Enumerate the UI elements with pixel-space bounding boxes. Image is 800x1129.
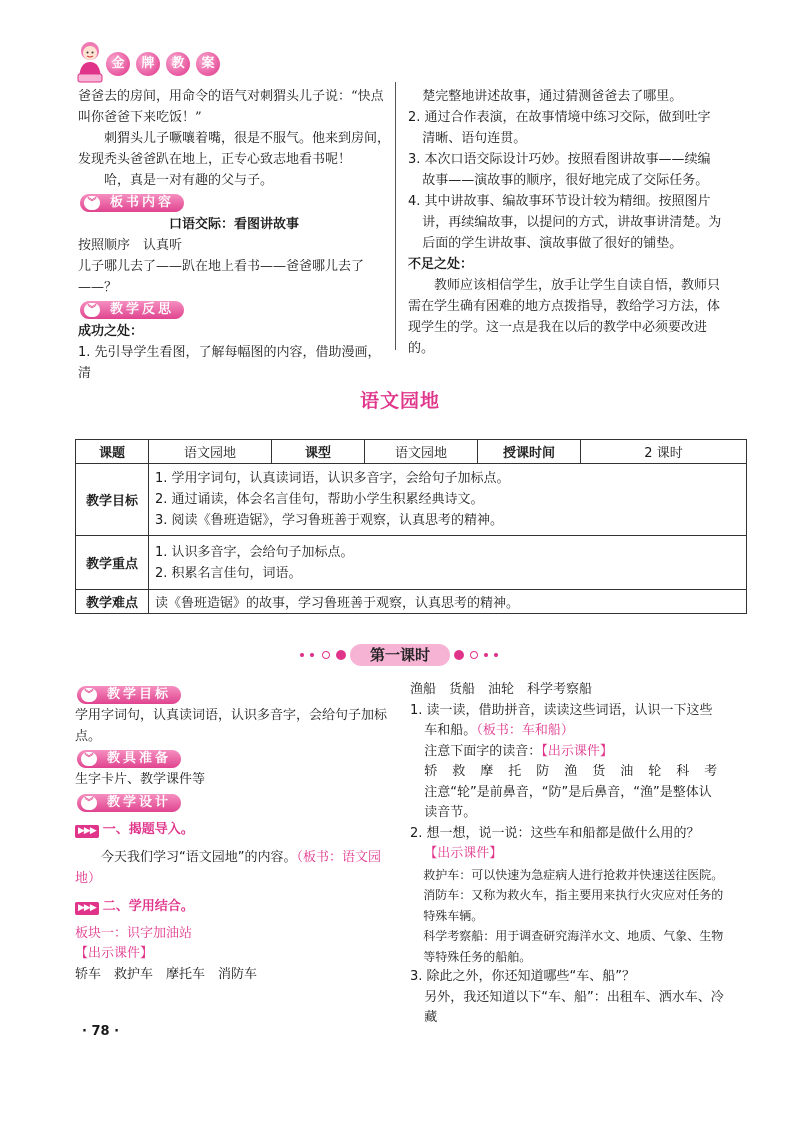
table-header-cell: 授课时间 — [478, 440, 581, 464]
header-logo — [72, 40, 272, 86]
pronunciation-note: 注意“轮”是前鼻音，“防”是后鼻音，“渔”是整体认读音节。 — [424, 784, 712, 820]
table-row — [76, 440, 747, 464]
shortfall-title: 不足之处： — [408, 257, 474, 272]
top-right-column — [408, 86, 722, 359]
section-title: 语文园地 — [359, 390, 440, 412]
table-cell — [149, 536, 747, 590]
step-heading-text: 一、揭题导入。 — [102, 821, 194, 837]
section-label-goal — [77, 686, 181, 704]
boat-words: 渔船 货船 油轮 科学考察船 — [410, 682, 593, 697]
question-text: 1. 读一读，借助拼音，读读这些词语，认识一下这些车和船。 — [410, 702, 713, 738]
bottom-right-column — [410, 680, 724, 1029]
goal-text: 学用字词句，认真读词语，认识多音字，会给句子加标点。 — [75, 708, 388, 744]
logo-char: 金 — [106, 52, 130, 76]
definition-item: 消防车：又称为救火车，指主要用来执行火灾应对任务的特殊车辆。 — [423, 888, 724, 923]
goal-item: 1. 学用字词句，认真读词语，认识多音字，会给句子加标点。 — [155, 471, 510, 486]
section-label-board — [80, 194, 184, 212]
intro-body: 今天我们学习“语文园地”的内容。 — [101, 850, 297, 865]
table-row — [76, 464, 747, 536]
chevron-down-icon: ︾ — [81, 688, 97, 702]
chevron-down-icon: ︾ — [84, 303, 100, 317]
table-header-cell: 教学目标 — [76, 464, 149, 536]
question-item — [410, 701, 724, 742]
section-label-text: 教学设计 — [107, 794, 172, 810]
top-left-column — [78, 86, 390, 384]
question-item: 2. 想一想，说一说：这些车和船都是做什么用的？ — [410, 825, 700, 841]
step-heading — [75, 820, 390, 841]
definition-item: 科学考察船：用于调查研究海洋水文、地质、气象、生物等特殊任务的船舶。 — [423, 929, 724, 964]
success-item-cont: 楚完整地讲述故事，通过猜测爸爸去了哪里。 — [422, 89, 683, 104]
section-label-text: 教学目标 — [107, 687, 172, 702]
logo-title — [106, 52, 220, 76]
key-item: 2. 积累名言佳句，词语。 — [155, 565, 302, 581]
board-title: 口语交际：看图讲故事 — [168, 217, 299, 232]
banner-dots-right — [440, 653, 500, 657]
definition-item: 救护车：可以快速为急症病人进行抢救并快速送往医院。 — [423, 867, 724, 882]
banner-title: 第一课时 — [350, 644, 450, 666]
teacher-mascot-icon — [72, 40, 108, 84]
lesson-plan-table — [75, 439, 747, 614]
section-label-tools — [77, 750, 181, 768]
triple-arrow-icon: ▶▶▶ — [75, 825, 99, 838]
chevron-down-icon: ︾ — [81, 796, 97, 810]
reading-note-text: 注意下面字的读音： — [424, 743, 542, 759]
table-row — [76, 590, 747, 614]
lesson-banner — [300, 644, 500, 666]
character-list: 轿 救 摩 托 防 渔 货 油 轮 科 考 — [424, 764, 719, 779]
success-item: 4. 其中讲故事、编故事环节设计较为精细。按照图片讲，再续编故事，以提问的方式，讲故事讲清楚。为后面的学生讲故事、演故事做了很好的铺垫。 — [408, 194, 722, 251]
triple-arrow-icon: ▶▶▶ — [75, 902, 99, 915]
story-paragraph: 刺猬头儿子噘嚷着嘴，很是不服气。他来到房间，发现秃头爸爸趴在地上，正专心致志地看书呢！ — [78, 131, 391, 167]
shortfall-text: 教师应该相信学生，放手让学生自读自悟，教师只需在学生确有困难的地方点拨指导，教给学习方法，体现学生的学。这一点是我在以后的教学中必须要改进的。 — [408, 278, 721, 356]
answer-text: 另外，我还知道以下“车、船”：出租车、洒水车、冷藏 — [424, 989, 724, 1025]
step-heading — [75, 897, 390, 918]
success-title: 成功之处： — [78, 324, 144, 339]
success-item: 1. 先引导学生看图，了解每幅图的内容，借助漫画，清 — [78, 345, 381, 381]
board-line: 儿子哪儿去了——趴在地上看书——爸爸哪儿去了——？ — [78, 259, 365, 295]
table-cell — [149, 464, 747, 536]
logo-char: 案 — [196, 52, 220, 76]
goal-item: 2. 通过诵读，体会名言佳句，帮助小学生积累经典诗文。 — [155, 492, 484, 507]
table-header-cell: 教学难点 — [76, 590, 149, 614]
bottom-left-column — [75, 683, 390, 985]
section-label-text: 教具准备 — [107, 751, 172, 766]
reading-note — [410, 742, 724, 763]
section-label-text: 板书内容 — [110, 195, 175, 210]
block-title: 板块一：识字加油站 — [75, 925, 193, 941]
success-item: 2. 通过合作表演，在故事情境中练习交际，做到吐字清晰、语句连贯。 — [408, 110, 711, 146]
logo-char: 牌 — [136, 52, 160, 76]
board-line: 按照顺序 认真听 — [78, 238, 183, 253]
board-note: （板书：语文园地） — [75, 850, 381, 886]
board-note: （板书：车和船） — [476, 723, 574, 738]
table-cell: 2 课时 — [581, 440, 747, 464]
table-cell: 读《鲁班造锯》的故事，学习鲁班善于观察，认真思考的精神。 — [149, 590, 747, 614]
intro-text — [75, 848, 390, 889]
table-row — [76, 536, 747, 590]
section-label-design — [77, 794, 181, 812]
tools-text: 生字卡片、教学课件等 — [75, 772, 206, 787]
success-item: 3. 本次口语交际设计巧妙。按照看图讲故事——续编故事——演故事的顺序，很好地完成了交际任务。 — [408, 152, 711, 188]
table-cell: 语文园地 — [365, 440, 478, 464]
chevron-down-icon: ︾ — [84, 196, 100, 210]
logo-char: 教 — [166, 52, 190, 76]
show-courseware: 【出示课件】 — [75, 946, 154, 961]
page-number: · 78 · — [82, 1024, 120, 1039]
step-heading-text: 二、学用结合。 — [102, 899, 194, 914]
show-courseware: 【出示课件】 — [424, 846, 503, 861]
question-item: 3. 除此之外，你还知道哪些“车、船”？ — [410, 969, 636, 984]
goal-item: 3. 阅读《鲁班造锯》，学习鲁班善于观察，认真思考的精神。 — [155, 513, 504, 528]
table-header-cell: 教学重点 — [76, 536, 149, 590]
table-header-cell: 课题 — [76, 440, 149, 464]
key-item: 1. 认识多音字，会给句子加标点。 — [155, 544, 354, 560]
section-label-reflection — [80, 301, 184, 319]
section-label-text: 教学反思 — [110, 302, 175, 317]
story-paragraph: 爸爸去的房间，用命令的语气对刺猬头儿子说：“快点叫你爸爸下来吃饭！” — [78, 89, 384, 125]
table-cell: 语文园地 — [149, 440, 272, 464]
table-header-cell: 课型 — [272, 440, 365, 464]
show-courseware: 【出示课件】 — [541, 743, 613, 759]
vehicle-words: 轿车 救护车 摩托车 消防车 — [75, 966, 258, 982]
chevron-down-icon: ︾ — [81, 752, 97, 766]
column-divider — [395, 82, 396, 350]
story-paragraph: 哈，真是一对有趣的父与子。 — [104, 173, 274, 188]
